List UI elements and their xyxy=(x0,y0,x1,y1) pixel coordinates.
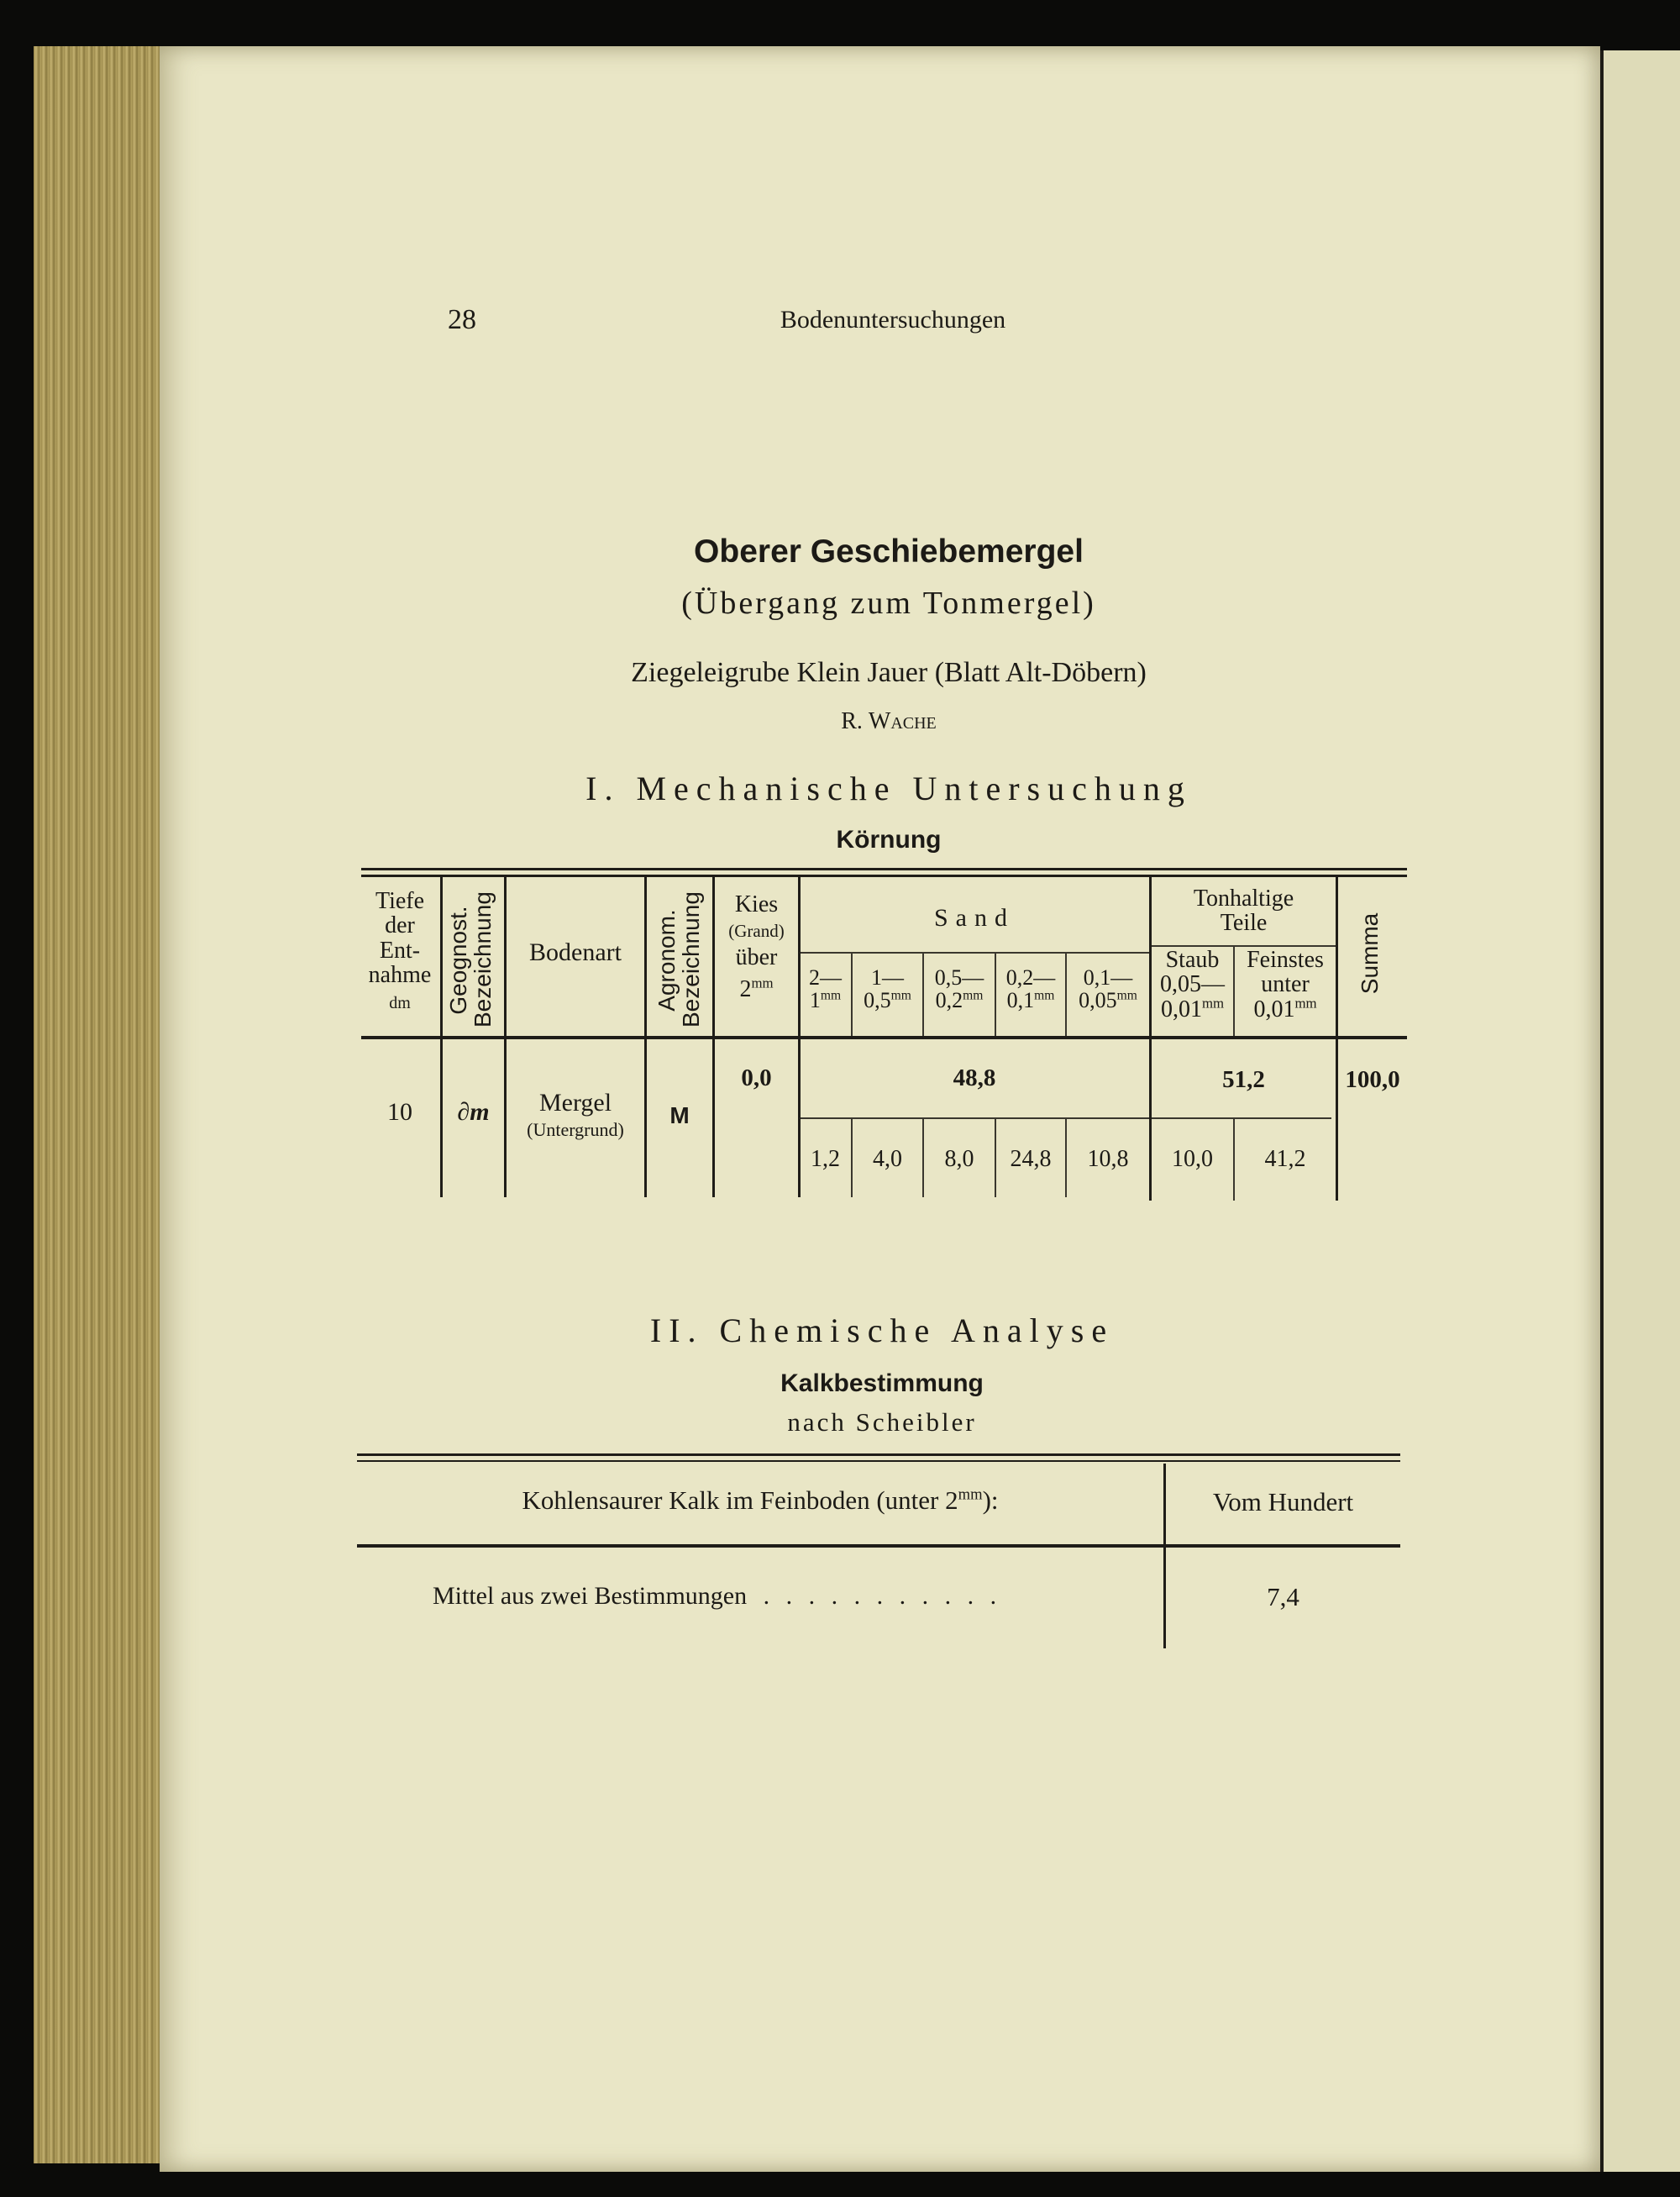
table2-col2-header: Vom Hundert xyxy=(1212,1487,1354,1516)
row-sand-value-1: 4,0 xyxy=(873,1146,902,1172)
col-summa-header: Summa xyxy=(1357,912,1383,995)
sand-sub-4: 0,1— $0,05^{mm}$ xyxy=(1079,965,1137,1013)
row-geognost: ∂m xyxy=(457,1098,490,1126)
sand-sub-1: 1— $0,5^{mm}$ xyxy=(864,965,911,1013)
section2-method: nach Scheibler xyxy=(787,1407,977,1437)
sand-sub-0: 2— $1^{mm}$ xyxy=(809,965,842,1013)
col-staub-header: Staub 0,05— $0,01^{mm}$ xyxy=(1160,947,1225,1022)
row-feinstes: 41,2 xyxy=(1264,1146,1306,1172)
row-tiefe: 10 xyxy=(387,1098,412,1126)
row-kies: 0,0 xyxy=(741,1064,772,1091)
table2-row-value: 7,4 xyxy=(1267,1582,1299,1611)
author-name: Wache xyxy=(868,708,937,734)
col-agronom-header: Agronom. Bezeichnung xyxy=(654,891,705,1028)
col-feinstes-header: Feinstes unter $0,01^{mm}$ xyxy=(1247,947,1324,1022)
author-initial: R. xyxy=(841,708,863,734)
row-sand-value-4: 10,8 xyxy=(1087,1146,1129,1172)
col-bodenart-header: Bodenart xyxy=(529,938,622,966)
author-line xyxy=(841,708,937,735)
section2-heading: II. Chemische Analyse xyxy=(649,1311,1115,1349)
col-sand-header: Sand xyxy=(934,904,1015,932)
section1-heading: I. Mechanische Untersuchung xyxy=(585,770,1192,807)
table2-row-label: Mittel aus zwei Bestimmungen . . . . . . . . . . . xyxy=(433,1582,1002,1610)
row-sand-value-3: 24,8 xyxy=(1010,1146,1052,1172)
table2-col1-header: Kohlensaurer Kalk im Feinboden (unter $2^{mm}$): xyxy=(522,1485,999,1515)
section2-subheading: Kalkbestimmung xyxy=(780,1369,984,1397)
document-title: Oberer Geschiebemergel xyxy=(694,533,1084,570)
document-subtitle: (Übergang zum Tonmergel) xyxy=(681,586,1096,621)
location-line: Ziegeleigrube Klein Jauer (Blatt Alt-Döbern) xyxy=(631,657,1147,688)
section1-subheading: Körnung xyxy=(836,826,942,854)
book-edge xyxy=(34,46,160,2163)
page-number: 28 xyxy=(448,304,476,335)
row-staub: 10,0 xyxy=(1172,1146,1213,1172)
running-title: Bodenuntersuchungen xyxy=(780,306,1006,334)
col-kies-header: Kies (Grand) über $2^{mm}$ xyxy=(728,891,785,1002)
col-tiefe-header: Tiefe der Ent- nahme dm xyxy=(360,889,440,1012)
row-agronom: M xyxy=(669,1102,690,1128)
col-ton-header: Tonhaltige Teile xyxy=(1193,886,1294,937)
row-sand-value-0: 1,2 xyxy=(811,1146,840,1172)
next-page-edge xyxy=(1600,50,1680,2172)
row-sand-total: 48,8 xyxy=(953,1064,996,1091)
row-sand-value-2: 8,0 xyxy=(944,1146,974,1172)
row-ton-total: 51,2 xyxy=(1222,1066,1265,1093)
row-summa: 100,0 xyxy=(1345,1066,1400,1093)
tiefe-unit: dm xyxy=(389,993,411,1012)
row-bodenart: Mergel (Untergrund) xyxy=(527,1089,624,1140)
sand-sub-3: 0,2— $0,1^{mm}$ xyxy=(1005,965,1056,1013)
sand-sub-2: 0,5— $0,2^{mm}$ xyxy=(934,965,984,1013)
col-geognost-header: Geognost. Bezeichnung xyxy=(445,891,496,1028)
